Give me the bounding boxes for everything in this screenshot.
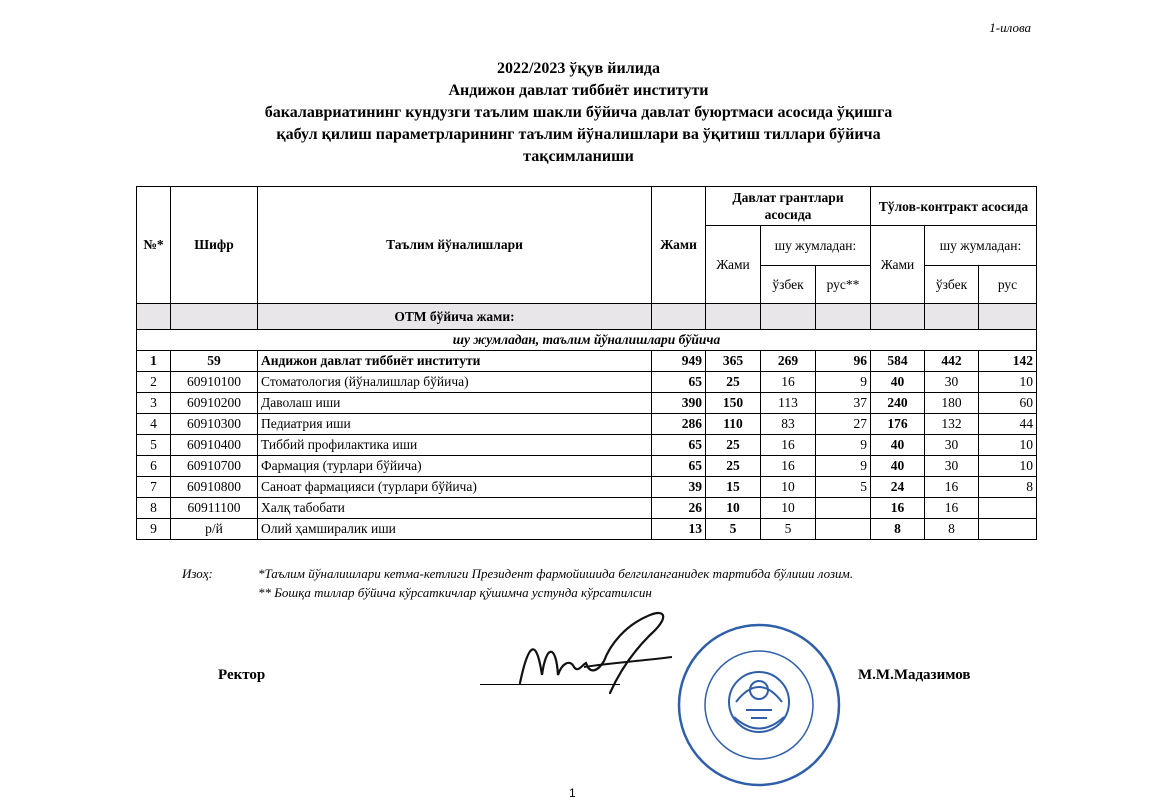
cell-g-ru: 9 [816,372,871,393]
cell-g-total: 110 [706,414,761,435]
cell-c-total: 240 [871,393,925,414]
cell-total: 65 [652,435,706,456]
cell-c-total: 176 [871,414,925,435]
header-grants-total: Жами [706,226,761,304]
cell-code: 59 [171,351,258,372]
cell-total: 286 [652,414,706,435]
cell-c-total: 40 [871,456,925,477]
cell-name: Тиббий профилактика иши [258,435,652,456]
cell-num: 6 [137,456,171,477]
cell-name: Халқ табобати [258,498,652,519]
cell-c-uz: 30 [925,372,979,393]
header-contract-russian: рус [979,266,1037,304]
cell-g-ru: 9 [816,435,871,456]
cell-name: Саноат фармацияси (турлари бўйича) [258,477,652,498]
table-row [137,456,1037,477]
cell-g-ru [816,519,871,540]
cell-total: 390 [652,393,706,414]
header-grants-uzbek: ўзбек [761,266,816,304]
note-2: ** Бошқа тиллар бўйича кўрсаткичлар қўшимча устунда кўрсатилсин [258,585,652,600]
cell-g-uz: 10 [761,477,816,498]
cell-c-ru: 10 [979,456,1037,477]
cell-c-total: 16 [871,498,925,519]
table-row [137,498,1037,519]
cell-c-uz: 132 [925,414,979,435]
cell-c-ru: 44 [979,414,1037,435]
cell-c-ru: 10 [979,372,1037,393]
cell-total: 39 [652,477,706,498]
cell-g-ru: 5 [816,477,871,498]
cell-g-uz: 16 [761,456,816,477]
cell-num: 4 [137,414,171,435]
cell-total: 13 [652,519,706,540]
cell-g-uz: 83 [761,414,816,435]
cell-g-uz: 113 [761,393,816,414]
header-grants: Давлат грантлари асосида [706,187,871,226]
page-number: 1 [569,786,576,800]
table-row [137,351,1037,372]
header-contract-total: Жами [871,226,925,304]
cell-c-uz: 180 [925,393,979,414]
cell-c-uz: 30 [925,435,979,456]
header-contract-incl: шу жумладан: [925,226,1037,266]
cell-c-total: 8 [871,519,925,540]
cell-g-ru: 96 [816,351,871,372]
cell-c-ru [979,498,1037,519]
cell-g-uz: 10 [761,498,816,519]
cell-name: Даволаш иши [258,393,652,414]
cell-c-total: 584 [871,351,925,372]
cell-code: 60910800 [171,477,258,498]
table-body [137,351,1037,540]
cell-num: 9 [137,519,171,540]
cell-g-uz: 16 [761,435,816,456]
summary-label: ОТМ бўйича жами: [258,304,652,330]
cell-name: Педиатрия иши [258,414,652,435]
cell-g-total: 5 [706,519,761,540]
cell-g-total: 25 [706,456,761,477]
note-label: Изоҳ: [182,566,213,581]
cell-c-uz: 30 [925,456,979,477]
rector-label: Ректор [218,667,266,683]
cell-code: 60911100 [171,498,258,519]
header-num: №* [137,187,171,304]
table-row [137,414,1037,435]
admission-table [136,186,1037,540]
cell-c-ru: 8 [979,477,1037,498]
cell-g-total: 25 [706,372,761,393]
header-code: Шифр [171,187,258,304]
cell-g-total: 25 [706,435,761,456]
cell-c-total: 40 [871,372,925,393]
header-grants-russian: рус** [816,266,871,304]
cell-g-ru [816,498,871,519]
cell-g-ru: 27 [816,414,871,435]
title-line: қабул қилиш параметрларининг таълим йўналишлари ва ўқитиш тиллари бўйича [276,126,881,143]
table-row [137,477,1037,498]
cell-num: 2 [137,372,171,393]
header-total: Жами [652,187,706,304]
header-grants-incl: шу жумладан: [761,226,871,266]
header-contract: Тўлов-контракт асосида [871,187,1037,226]
cell-num: 1 [137,351,171,372]
cell-c-ru: 60 [979,393,1037,414]
subheader-label: шу жумладан, таълим йўналишлари бўйича [137,330,1037,351]
cell-total: 949 [652,351,706,372]
cell-name: Андижон давлат тиббиёт институти [258,351,652,372]
cell-c-ru: 142 [979,351,1037,372]
cell-num: 8 [137,498,171,519]
cell-g-uz: 5 [761,519,816,540]
signature-image [500,605,690,695]
cell-name: Олий ҳамширалик иши [258,519,652,540]
cell-code: 60910300 [171,414,258,435]
cell-g-uz: 16 [761,372,816,393]
cell-num: 3 [137,393,171,414]
subheader-row [137,330,1037,351]
header-direction: Таълим йўналишлари [258,187,652,304]
cell-name: Стоматология (йўналишлар бўйича) [258,372,652,393]
cell-g-total: 10 [706,498,761,519]
cell-g-uz: 269 [761,351,816,372]
cell-c-ru: 10 [979,435,1037,456]
table-row [137,435,1037,456]
cell-num: 5 [137,435,171,456]
note-1: *Таълим йўналишлари кетма-кетлиги Президент фармойишида белгиланганидек тартибда бўлиши лозим. [258,566,854,581]
cell-code: 60910100 [171,372,258,393]
title-line: бакалавриатининг кундузги таълим шакли бўйича давлат буюртмаси асосида ўқишга [264,104,893,121]
document-title [0,58,1157,168]
cell-total: 65 [652,456,706,477]
cell-code: 60910200 [171,393,258,414]
cell-c-uz: 16 [925,477,979,498]
rector-name: М.М.Мадазимов [858,667,971,683]
cell-c-ru [979,519,1037,540]
appendix-label: 1-илова [989,20,1031,35]
cell-name: Фармация (турлари бўйича) [258,456,652,477]
cell-c-uz: 442 [925,351,979,372]
title-line: тақсимланиши [523,148,634,165]
header-contract-uzbek: ўзбек [925,266,979,304]
cell-g-total: 15 [706,477,761,498]
summary-row [137,304,1037,330]
cell-num: 7 [137,477,171,498]
cell-g-ru: 9 [816,456,871,477]
title-line: Андижон давлат тиббиёт институти [448,82,709,99]
cell-total: 65 [652,372,706,393]
cell-c-total: 40 [871,435,925,456]
table-row [137,393,1037,414]
cell-code: р/й [171,519,258,540]
cell-total: 26 [652,498,706,519]
cell-c-uz: 16 [925,498,979,519]
cell-g-total: 150 [706,393,761,414]
cell-c-uz: 8 [925,519,979,540]
table-row [137,519,1037,540]
table-row [137,372,1037,393]
cell-g-total: 365 [706,351,761,372]
cell-code: 60910700 [171,456,258,477]
cell-c-total: 24 [871,477,925,498]
cell-code: 60910400 [171,435,258,456]
cell-g-ru: 37 [816,393,871,414]
title-line: 2022/2023 ўқув йилида [496,60,661,77]
official-stamp [676,622,842,788]
